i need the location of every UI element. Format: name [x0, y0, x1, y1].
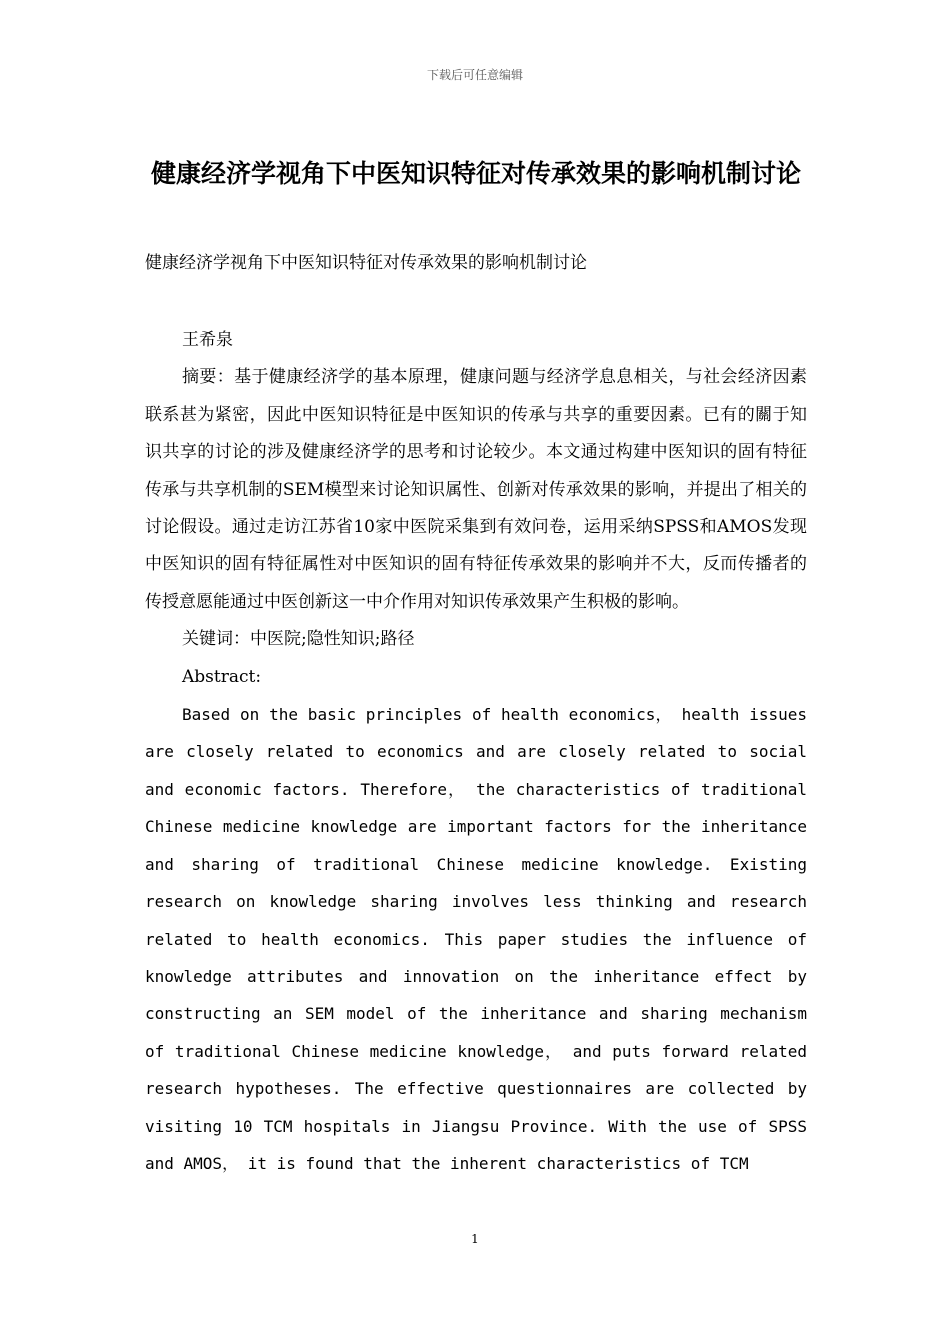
author-name: 王希泉 — [182, 330, 233, 350]
document-subtitle: 健康经济学视角下中医知识特征对传承效果的影响机制讨论 — [145, 253, 587, 273]
abstract-english: Based on the basic principles of health economics， health issues are closely related to economics and are closely related to social and economic factors. Therefore， the characteristics of traditional Chinese medicine knowledge are important factors for the inheritance and sharing of traditional Chinese medicine knowledge. Existing research on knowledge sharing involves less thinking and research related to health economics. This paper studies the influence of knowledge attributes and innovation on the inheritance effect by constructing an SEM model of the inheritance and sharing mechanism of traditional Chinese medicine knowledge， and puts forward related research hypotheses. The effective questionnaires are collected by visiting 10 TCM hospitals in Jiangsu Province. With the use of SPSS and AMOS， it is found that the inherent characteristics of TCM — [145, 705, 807, 1173]
abstract-english-label: Abstract: — [182, 666, 262, 687]
keywords: 关键词：中医院;隐性知识;路径 — [182, 629, 415, 650]
document-title: 健康经济学视角下中医知识特征对传承效果的影响机制讨论 — [150, 159, 801, 188]
abstract-chinese: 摘要：基于健康经济学的基本原理，健康问题与经济学息息相关，与社会经济因素联系甚为紧密，因此中医知识特征是中医知识的传承与共享的重要因素。已有的關于知识共享的讨论的涉及健康经济学的思考和讨论较少。本文通过构建中医知识的固有特征传承与共享机制的SEM模型来讨论知识属性、创新对传承效果的影响，并提出了相关的讨论假设。通过走访江苏省10家中医院采集到有效问卷，运用采纳SPSS和AMOS发现中医知识的固有特征属性对中医知识的固有特征传承效果的影响并不大，反而传播者的传授意愿能通过中医创新这一中介作用对知识传承效果产生积极的影响。 — [145, 367, 807, 612]
document-body — [145, 322, 807, 1182]
page-number: 1 — [471, 1232, 479, 1246]
header-note: 下载后可任意编辑 — [426, 68, 523, 82]
